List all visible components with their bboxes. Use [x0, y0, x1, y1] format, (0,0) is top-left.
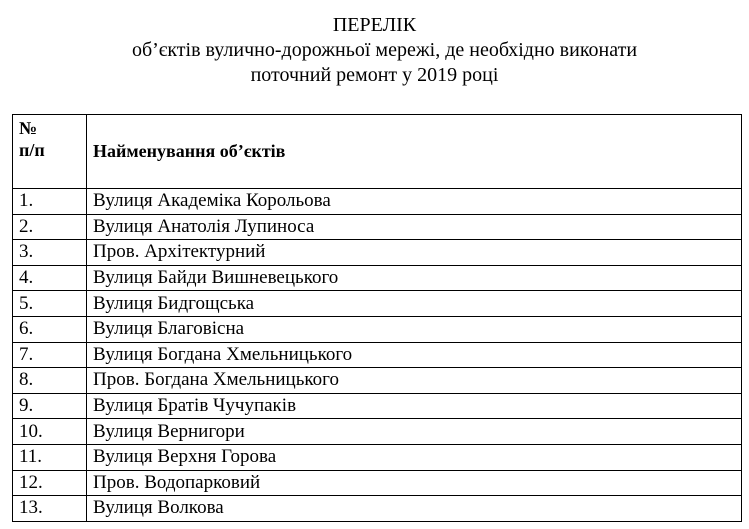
table-row [13, 393, 742, 419]
row-number: 12. [13, 470, 87, 496]
row-number: 5. [13, 291, 87, 317]
table-row [13, 444, 742, 470]
header-number-symbol: № [19, 118, 38, 138]
row-object-name: Вулиця Анатолія Лупиноса [87, 214, 742, 240]
table-row [13, 419, 742, 445]
row-object-name: Вулиця Богдана Хмельницького [87, 342, 742, 368]
document-title: ПЕРЕЛІК [332, 14, 417, 36]
table-row [13, 291, 742, 317]
row-number: 6. [13, 316, 87, 342]
row-object-name: Пров. Богдана Хмельницького [87, 368, 742, 394]
table-row [13, 342, 742, 368]
row-number: 4. [13, 265, 87, 291]
row-object-name: Вулиця Бидгощська [87, 291, 742, 317]
row-object-name: Вулиця Верхня Горова [87, 444, 742, 470]
row-number: 7. [13, 342, 87, 368]
document-subtitle-line-2: поточний ремонт у 2019 році [250, 64, 499, 86]
table-row [13, 316, 742, 342]
row-object-name: Вулиця Байди Вишневецького [87, 265, 742, 291]
row-number: 3. [13, 240, 87, 266]
row-number: 2. [13, 214, 87, 240]
table-row [13, 496, 742, 522]
table-header-row [13, 115, 742, 189]
row-object-name: Пров. Архітектурний [87, 240, 742, 266]
row-object-name: Пров. Водопарковий [87, 470, 742, 496]
table-row [13, 368, 742, 394]
row-number: 11. [13, 444, 87, 470]
document-subtitle-line-1: об’єктів вулично-дорожньої мережі, де необхідно виконати [131, 39, 638, 61]
row-number: 9. [13, 393, 87, 419]
header-number-cell [13, 115, 87, 189]
row-number: 1. [13, 189, 87, 215]
table-row [13, 470, 742, 496]
table-row [13, 214, 742, 240]
row-object-name: Вулиця Благовісна [87, 316, 742, 342]
row-object-name: Вулиця Братів Чучупаків [87, 393, 742, 419]
header-number-abbrev: п/п [19, 140, 45, 160]
row-number: 13. [13, 496, 87, 522]
row-object-name: Вулиця Вернигори [87, 419, 742, 445]
objects-table [12, 114, 742, 522]
row-number: 8. [13, 368, 87, 394]
row-object-name: Вулиця Волкова [87, 496, 742, 522]
row-number: 10. [13, 419, 87, 445]
table-row [13, 189, 742, 215]
header-name-cell: Найменування об’єктів [87, 115, 742, 189]
table-row [13, 265, 742, 291]
row-object-name: Вулиця Академіка Корольова [87, 189, 742, 215]
table-row [13, 240, 742, 266]
